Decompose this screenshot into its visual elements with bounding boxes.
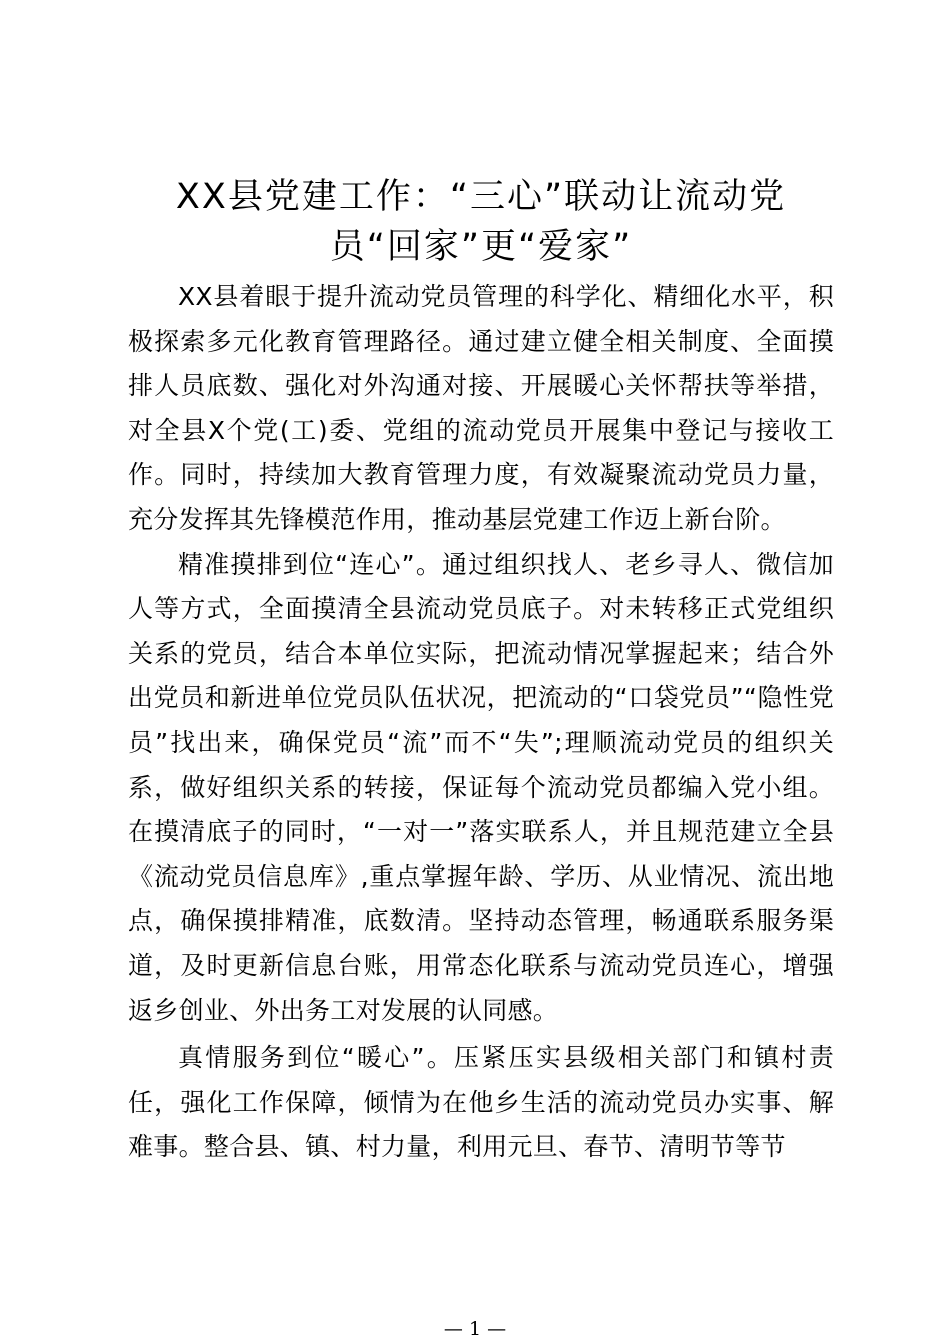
paragraph-connect-heart: 精准摸排到位“连心”。通过组织找人、老乡寻人、微信加人等方式，全面摸清全县流动党员底子。对未转移正式党组织关系的党员，结合本单位实际，把流动情况掌握起来；结合外出党员和新进单位党员队伍状况，把流动的“口袋党员”“隐性党员”找出来，确保党员“流”而不“失”;理顺流动党员的组织关系，做好组织关系的转接，保证每个流动党员都编入党小组。在摸清底子的同时，“一对一”落实联系人，并且规范建立全县《流动党员信息库》,重点掌握年龄、学历、从业情况、流出地点，确保摸排精准，底数清。坚持动态管理，畅通联系服务渠道，及时更新信息台账，用常态化联系与流动党员连心，增强返乡创业、外出务工对发展的认同感。: [128, 549, 834, 1025]
document-title: [128, 172, 834, 272]
document-body: [128, 275, 834, 1170]
paragraph-warm-heart: 真情服务到位“暖心”。压紧压实县级相关部门和镇村责任，强化工作保障，倾情为在他乡生活的流动党员办实事、解难事。整合县、镇、村力量，利用元旦、春节、清明节等节: [128, 1043, 834, 1162]
title-line-2: 员“回家”更“爱家”: [329, 227, 633, 267]
title-line-1: XX县党建工作：“三心”联动让流动党: [175, 177, 787, 217]
page-number: — 1 —: [443, 1318, 507, 1340]
paragraph-intro: XX县着眼于提升流动党员管理的科学化、精细化水平，积极探索多元化教育管理路径。通过建立健全相关制度、全面摸排人员底数、强化对外沟通对接、开展暖心关怀帮扶等举措，对全县X个党(工)委、党组的流动党员开展集中登记与接收工作。同时，持续加大教育管理力度，有效凝聚流动党员力量，充分发挥其先锋模范作用，推动基层党建工作迈上新台阶。: [128, 282, 834, 534]
